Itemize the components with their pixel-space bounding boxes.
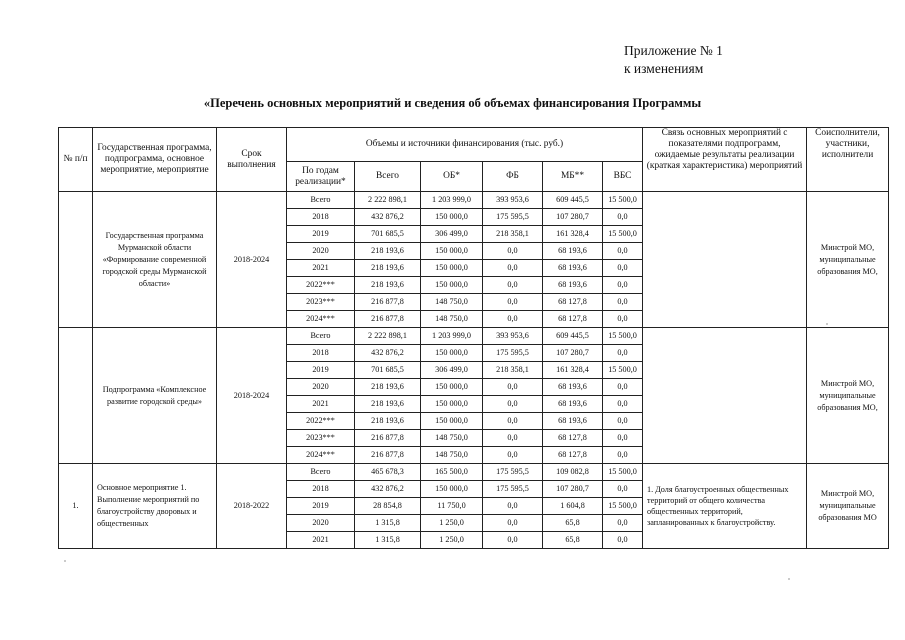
- value-mb: 107 280,7: [543, 345, 603, 362]
- value-vbs: 15 500,0: [603, 226, 643, 243]
- year-cell: 2024***: [287, 311, 355, 328]
- value-fb: 175 595,5: [483, 209, 543, 226]
- value-fb: 0,0: [483, 447, 543, 464]
- value-mb: 107 280,7: [543, 481, 603, 498]
- value-fb: 175 595,5: [483, 481, 543, 498]
- value-total: 218 193,6: [355, 413, 421, 430]
- value-mb: 609 445,5: [543, 192, 603, 209]
- value-ob: 148 750,0: [421, 430, 483, 447]
- value-fb: 218 358,1: [483, 362, 543, 379]
- header-link: Связь основных мероприятий с показателями подпрограмм, ожидаемые результаты реализации (краткая характеристика) мероприятий: [643, 128, 807, 192]
- value-ob: 150 000,0: [421, 277, 483, 294]
- year-cell: Всего: [287, 328, 355, 345]
- value-total: 218 193,6: [355, 379, 421, 396]
- year-cell: 2020: [287, 379, 355, 396]
- value-total: 701 685,5: [355, 226, 421, 243]
- value-vbs: 15 500,0: [603, 498, 643, 515]
- value-mb: 68 193,6: [543, 260, 603, 277]
- executors: Минстрой МО, муниципальные образования МО: [807, 464, 889, 549]
- value-ob: 11 750,0: [421, 498, 483, 515]
- year-cell: Всего: [287, 464, 355, 481]
- year-cell: 2020: [287, 515, 355, 532]
- value-ob: 306 499,0: [421, 362, 483, 379]
- header-num: № п/п: [59, 128, 93, 192]
- value-ob: 306 499,0: [421, 226, 483, 243]
- year-cell: 2019: [287, 226, 355, 243]
- year-cell: 2018: [287, 345, 355, 362]
- value-fb: 0,0: [483, 396, 543, 413]
- value-ob: 1 250,0: [421, 532, 483, 549]
- year-cell: 2020: [287, 243, 355, 260]
- header-executors: Соисполнители, участники, исполнители: [807, 128, 889, 192]
- value-vbs: 0,0: [603, 277, 643, 294]
- row-number: [59, 192, 93, 328]
- value-ob: 150 000,0: [421, 396, 483, 413]
- value-total: 2 222 898,1: [355, 192, 421, 209]
- value-vbs: 0,0: [603, 413, 643, 430]
- scan-speck: [64, 560, 66, 562]
- value-ob: 150 000,0: [421, 481, 483, 498]
- value-total: 432 876,2: [355, 345, 421, 362]
- program-name: Подпрограмма «Комплексное развитие городской среды»: [93, 328, 217, 464]
- value-ob: 150 000,0: [421, 379, 483, 396]
- value-vbs: 0,0: [603, 294, 643, 311]
- year-cell: 2021: [287, 260, 355, 277]
- scan-speck: [826, 323, 828, 325]
- value-ob: 148 750,0: [421, 447, 483, 464]
- value-fb: 393 953,6: [483, 192, 543, 209]
- header-fb: ФБ: [483, 162, 543, 192]
- value-mb: 68 193,6: [543, 243, 603, 260]
- value-total: 216 877,8: [355, 294, 421, 311]
- table-row: [59, 328, 889, 345]
- value-vbs: 0,0: [603, 515, 643, 532]
- table-row: [59, 464, 889, 481]
- value-ob: 148 750,0: [421, 294, 483, 311]
- value-mb: 68 127,8: [543, 447, 603, 464]
- period: 2018-2024: [217, 328, 287, 464]
- value-mb: 609 445,5: [543, 328, 603, 345]
- value-mb: 161 328,4: [543, 362, 603, 379]
- value-vbs: 0,0: [603, 396, 643, 413]
- value-mb: 68 127,8: [543, 294, 603, 311]
- value-mb: 68 127,8: [543, 311, 603, 328]
- value-fb: 0,0: [483, 260, 543, 277]
- value-ob: 150 000,0: [421, 413, 483, 430]
- value-total: 2 222 898,1: [355, 328, 421, 345]
- program-name: Государственная программа Мурманской области «Формирование современной городской среды Мурманской области»: [93, 192, 217, 328]
- link-description: [643, 328, 807, 464]
- value-fb: 218 358,1: [483, 226, 543, 243]
- year-cell: 2021: [287, 396, 355, 413]
- value-total: 1 315,8: [355, 515, 421, 532]
- value-fb: 0,0: [483, 498, 543, 515]
- value-total: 216 877,8: [355, 311, 421, 328]
- value-total: 218 193,6: [355, 277, 421, 294]
- header-total: Всего: [355, 162, 421, 192]
- value-ob: 150 000,0: [421, 243, 483, 260]
- header-volumes: Объемы и источники финансирования (тыс. руб.): [287, 128, 643, 162]
- value-mb: 107 280,7: [543, 209, 603, 226]
- value-fb: 0,0: [483, 294, 543, 311]
- value-mb: 1 604,8: [543, 498, 603, 515]
- value-mb: 68 193,6: [543, 379, 603, 396]
- annex-line-1: Приложение № 1: [624, 43, 723, 58]
- value-fb: 0,0: [483, 311, 543, 328]
- value-fb: 175 595,5: [483, 464, 543, 481]
- value-total: 1 315,8: [355, 532, 421, 549]
- value-ob: 150 000,0: [421, 209, 483, 226]
- header-mb: МБ**: [543, 162, 603, 192]
- value-ob: 148 750,0: [421, 311, 483, 328]
- value-vbs: 0,0: [603, 532, 643, 549]
- funding-table: [58, 127, 889, 549]
- header-by-year: По годам реализации*: [287, 162, 355, 192]
- header-program: Государственная программа, подпрограмма, основное мероприятие, мероприятие: [93, 128, 217, 192]
- link-description: [643, 192, 807, 328]
- value-fb: 0,0: [483, 379, 543, 396]
- value-fb: 0,0: [483, 430, 543, 447]
- value-total: 28 854,8: [355, 498, 421, 515]
- value-ob: 1 203 999,0: [421, 328, 483, 345]
- value-total: 465 678,3: [355, 464, 421, 481]
- year-cell: 2018: [287, 209, 355, 226]
- value-ob: 165 500,0: [421, 464, 483, 481]
- value-mb: 161 328,4: [543, 226, 603, 243]
- executors: Минстрой МО, муниципальные образования МО,: [807, 192, 889, 328]
- value-total: 216 877,8: [355, 430, 421, 447]
- row-number: [59, 328, 93, 464]
- value-ob: 1 250,0: [421, 515, 483, 532]
- value-total: 432 876,2: [355, 209, 421, 226]
- value-vbs: 0,0: [603, 447, 643, 464]
- year-cell: 2024***: [287, 447, 355, 464]
- year-cell: 2019: [287, 362, 355, 379]
- link-description: 1. Доля благоустроенных общественных территорий от общего количества общественных территорий, запланированных к благоустройству.: [643, 464, 807, 549]
- annex-line-2: к изменениям: [624, 61, 704, 76]
- value-vbs: 0,0: [603, 430, 643, 447]
- year-cell: 2023***: [287, 430, 355, 447]
- scan-speck: [788, 578, 790, 580]
- value-mb: 68 127,8: [543, 430, 603, 447]
- value-fb: 175 595,5: [483, 345, 543, 362]
- annex-header: [624, 42, 723, 78]
- value-vbs: 15 500,0: [603, 192, 643, 209]
- value-total: 218 193,6: [355, 260, 421, 277]
- header-period: Срок выполнения: [217, 128, 287, 192]
- value-mb: 68 193,6: [543, 396, 603, 413]
- value-fb: 0,0: [483, 532, 543, 549]
- header-vbs: ВБС: [603, 162, 643, 192]
- table-body: [59, 192, 889, 549]
- value-vbs: 15 500,0: [603, 362, 643, 379]
- period: 2018-2024: [217, 192, 287, 328]
- value-vbs: 15 500,0: [603, 464, 643, 481]
- period: 2018-2022: [217, 464, 287, 549]
- value-fb: 0,0: [483, 515, 543, 532]
- value-mb: 109 082,8: [543, 464, 603, 481]
- year-cell: 2022***: [287, 277, 355, 294]
- value-fb: 393 953,6: [483, 328, 543, 345]
- value-ob: 150 000,0: [421, 260, 483, 277]
- document-title: «Перечень основных мероприятий и сведения об объемах финансирования Программы: [203, 96, 702, 110]
- value-vbs: 0,0: [603, 481, 643, 498]
- year-cell: 2023***: [287, 294, 355, 311]
- value-total: 218 193,6: [355, 396, 421, 413]
- year-cell: 2022***: [287, 413, 355, 430]
- value-mb: 65,8: [543, 532, 603, 549]
- value-total: 701 685,5: [355, 362, 421, 379]
- value-vbs: 0,0: [603, 209, 643, 226]
- program-name: Основное мероприятие 1. Выполнение мероприятий по благоустройству дворовых и общественных: [93, 464, 217, 549]
- value-ob: 1 203 999,0: [421, 192, 483, 209]
- value-vbs: 0,0: [603, 243, 643, 260]
- value-vbs: 0,0: [603, 345, 643, 362]
- value-mb: 68 193,6: [543, 277, 603, 294]
- value-ob: 150 000,0: [421, 345, 483, 362]
- value-vbs: 15 500,0: [603, 328, 643, 345]
- value-fb: 0,0: [483, 243, 543, 260]
- value-mb: 65,8: [543, 515, 603, 532]
- row-number: 1.: [59, 464, 93, 549]
- value-vbs: 0,0: [603, 379, 643, 396]
- value-fb: 0,0: [483, 277, 543, 294]
- value-total: 216 877,8: [355, 447, 421, 464]
- year-cell: 2018: [287, 481, 355, 498]
- table-row: [59, 192, 889, 209]
- header-ob: ОБ*: [421, 162, 483, 192]
- year-cell: 2019: [287, 498, 355, 515]
- value-total: 432 876,2: [355, 481, 421, 498]
- executors: Минстрой МО, муниципальные образования МО,: [807, 328, 889, 464]
- value-fb: 0,0: [483, 413, 543, 430]
- value-vbs: 0,0: [603, 311, 643, 328]
- value-total: 218 193,6: [355, 243, 421, 260]
- value-mb: 68 193,6: [543, 413, 603, 430]
- value-vbs: 0,0: [603, 260, 643, 277]
- year-cell: 2021: [287, 532, 355, 549]
- year-cell: Всего: [287, 192, 355, 209]
